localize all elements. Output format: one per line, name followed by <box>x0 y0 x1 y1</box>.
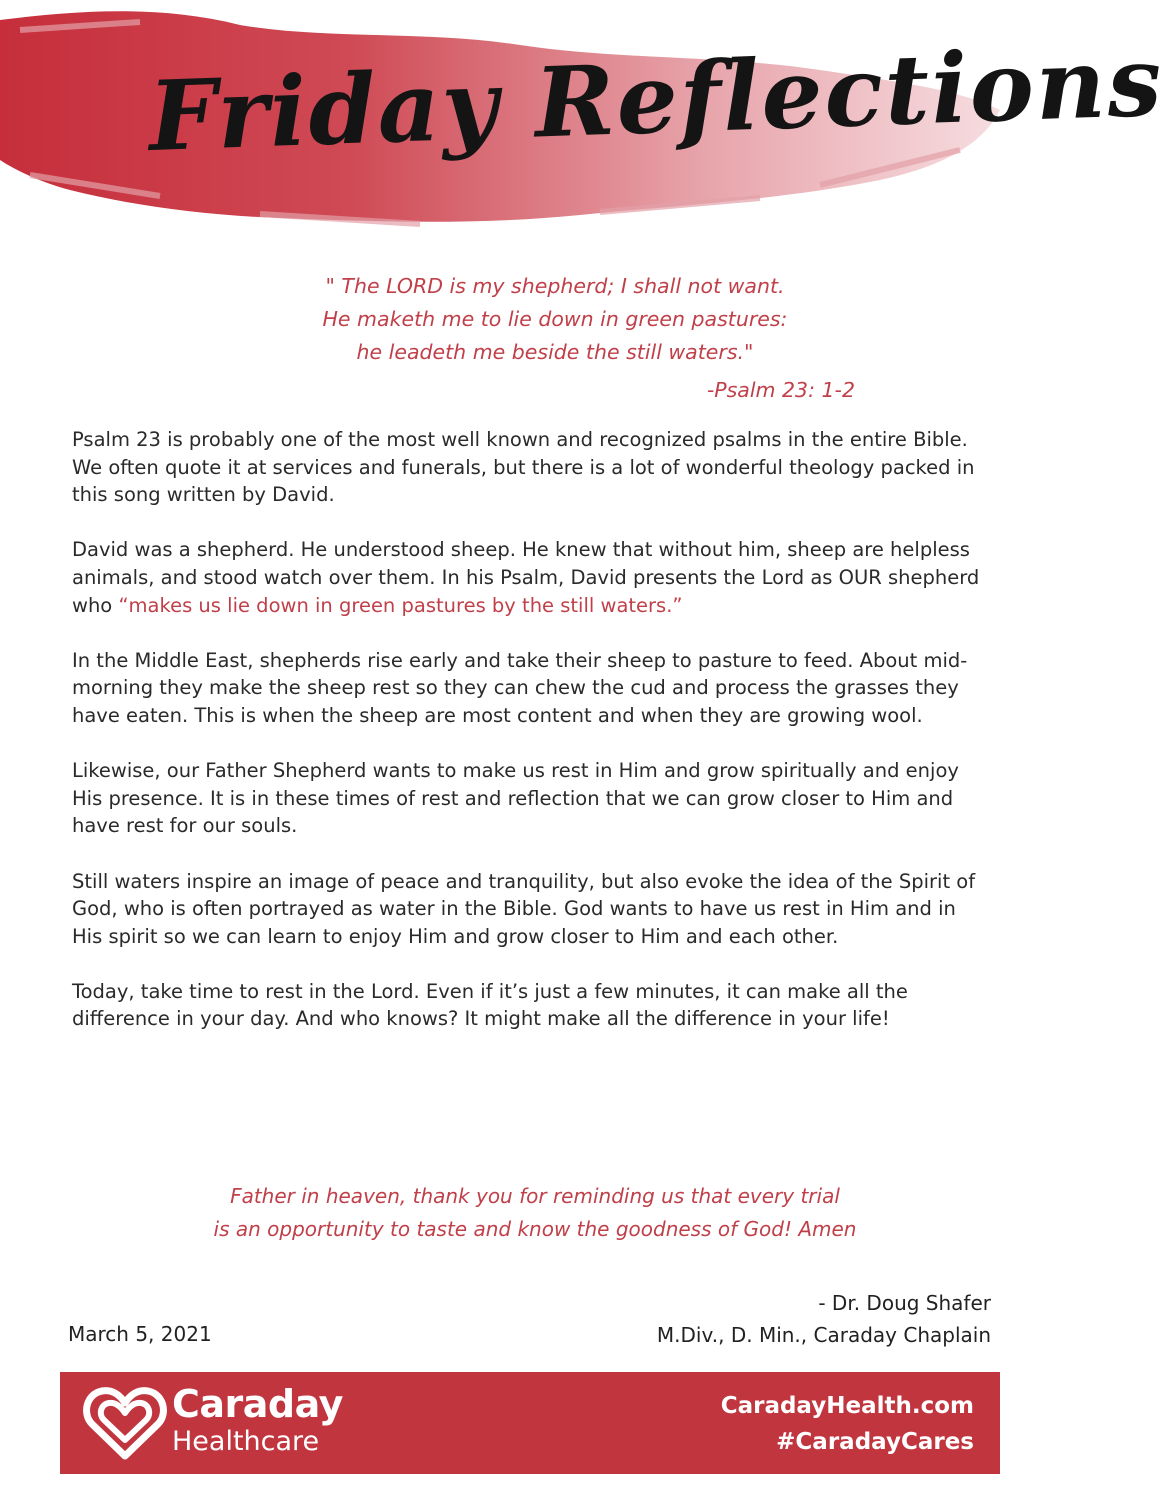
author-name: - Dr. Doug Shafer <box>818 1291 991 1315</box>
page-title: Friday Reflections <box>147 24 1166 173</box>
signature <box>657 1287 991 1351</box>
paragraph <box>72 536 992 619</box>
brand-logo <box>172 1382 343 1458</box>
author-credentials: M.Div., D. Min., Caraday Chaplain <box>656 1323 991 1347</box>
verse-line: " The LORD is my shepherd; I shall not want. <box>325 274 785 298</box>
verse-line: He maketh me to lie down in green pastures: <box>322 307 788 331</box>
scripture-verse <box>150 270 960 369</box>
header-banner <box>0 0 1166 240</box>
verse-line: he leadeth me beside the still waters." <box>356 340 754 364</box>
footer-links <box>721 1388 974 1460</box>
hashtag: #CaradayCares <box>776 1429 974 1455</box>
paragraph: Today, take time to rest in the Lord. Even if it’s just a few minutes, it can make all the difference in your day. And who knows? It might make all the difference in your life! <box>72 979 908 1031</box>
paragraph-text: David was a shepherd. He understood sheep. He knew that without him, sheep are helpless animals, and stood watch over them. In his Psalm, David presents the Lord as OUR shepherd who <box>72 538 980 617</box>
brand-subtitle: Healthcare <box>172 1426 320 1457</box>
reflection-body <box>72 426 992 1061</box>
footer-banner <box>60 1372 1000 1474</box>
prayer-line: Father in heaven, thank you for reminding us that every trial <box>230 1184 840 1208</box>
brand-name: Caraday <box>172 1382 343 1426</box>
website-link[interactable]: CaradayHealth.com <box>720 1393 974 1419</box>
highlighted-quote: “makes us lie down in green pastures by the still waters.” <box>118 593 683 617</box>
heart-logo-icon <box>84 1384 166 1462</box>
closing-prayer <box>120 1180 950 1246</box>
paragraph: Psalm 23 is probably one of the most well known and recognized psalms in the entire Bible. We often quote it at services and funerals, but there is a lot of wonderful theology packed in this song written by David. <box>72 428 975 507</box>
verse-reference: -Psalm 23: 1-2 <box>706 378 855 402</box>
paragraph: In the Middle East, shepherds rise early and take their sheep to pasture to feed. About mid-morning they make the sheep rest so they can chew the cud and process the grasses they have eaten. This is when the sheep are most content and when they are growing wool. <box>72 648 968 727</box>
prayer-line: is an opportunity to taste and know the goodness of God! Amen <box>213 1217 857 1241</box>
publish-date: March 5, 2021 <box>68 1322 212 1346</box>
paragraph: Likewise, our Father Shepherd wants to make us rest in Him and grow spiritually and enjoy His presence. It is in these times of rest and reflection that we can grow closer to Him and have rest for our souls. <box>72 759 959 838</box>
paragraph: Still waters inspire an image of peace and tranquility, but also evoke the idea of the Spirit of God, who is often portrayed as water in the Bible. God wants to have us rest in Him and in His spirit so we can learn to enjoy Him and grow closer to Him and each other. <box>72 869 976 948</box>
